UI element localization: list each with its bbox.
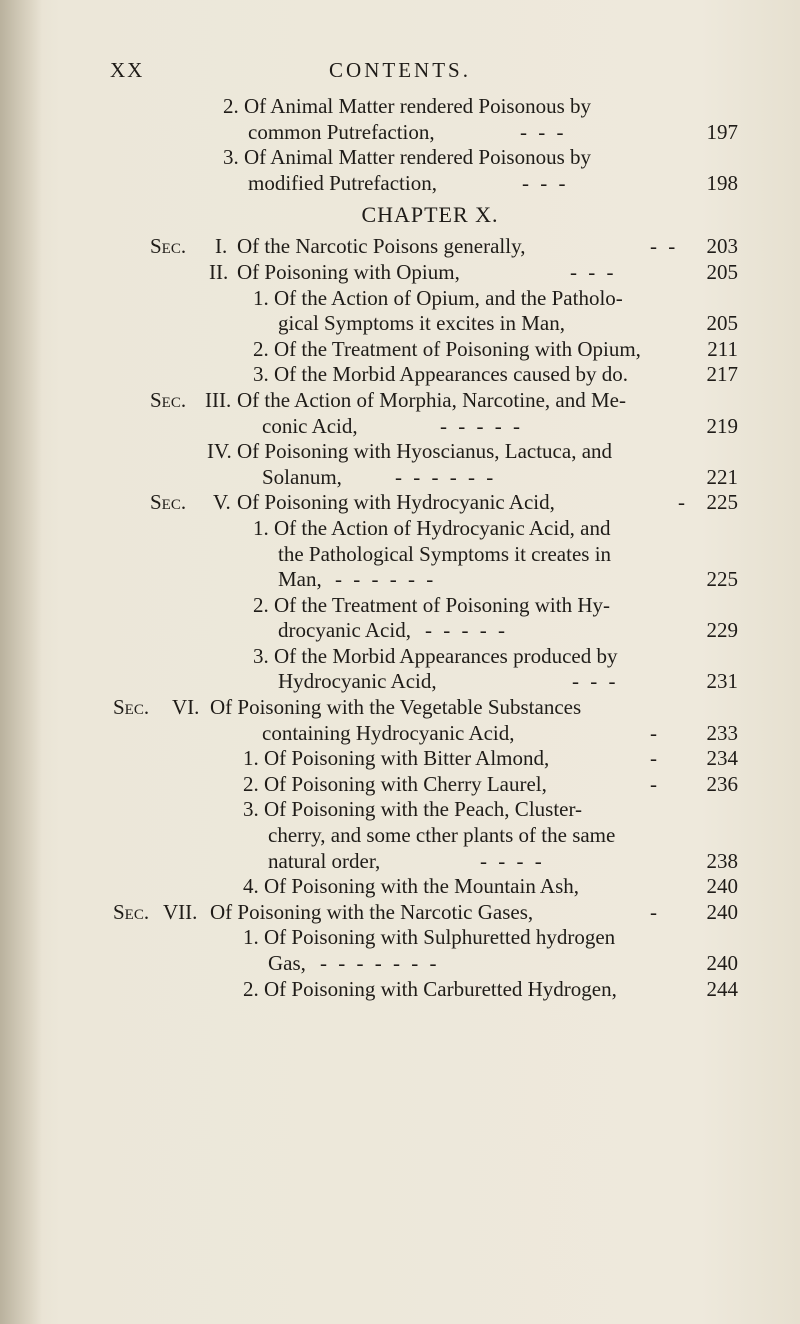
toc-section: Solanum, - - - - - - 221	[262, 464, 738, 489]
toc-subsection: 1. Of Poisoning with Bitter Almond, - 234	[243, 746, 738, 771]
toc-section: II. Of Poisoning with Opium, - - - 205	[209, 259, 738, 284]
page-ref: 240	[706, 899, 738, 924]
contents-list	[0, 94, 800, 1002]
page-ref: 205	[706, 259, 738, 284]
toc-section: Sec. III. Of the Action of Morphia, Narcotine, and Me-	[150, 387, 626, 412]
page-ref: 240	[706, 874, 738, 899]
toc-subsection: natural order, - - - - 238	[268, 848, 738, 873]
toc-section: IV. Of Poisoning with Hyoscianus, Lactuca, and	[207, 439, 613, 464]
toc-subsection: 3. Of the Morbid Appearances produced by	[253, 643, 618, 668]
page-ref: 225	[706, 490, 738, 515]
toc-subsection: the Pathological Symptoms it creates in	[278, 541, 612, 566]
toc-subsection: 2. Of Poisoning with Carburetted Hydrogen, 244	[243, 976, 738, 1001]
running-title: CONTENTS.	[329, 58, 471, 82]
page-ref: 203	[706, 234, 738, 259]
toc-subsection: 2. Of Poisoning with Cherry Laurel, - 236	[243, 771, 738, 796]
toc-subsection: Hydrocyanic Acid, - - - 231	[278, 669, 738, 694]
running-header	[0, 58, 800, 88]
page-ref: 225	[706, 567, 738, 592]
toc-subsection: 4. Of Poisoning with the Mountain Ash, 240	[243, 874, 738, 899]
toc-subsection: Man, - - - - - - 225	[278, 567, 738, 592]
toc-subsection: cherry, and some cther plants of the same	[268, 823, 616, 848]
page-ref: 221	[706, 464, 738, 489]
page-ref: 236	[706, 771, 738, 796]
page-ref: 240	[706, 951, 738, 975]
toc-entry-line: 2. Of Animal Matter rendered Poisonous by	[223, 94, 592, 118]
page-ref: 219	[706, 413, 738, 438]
page-ref: 198	[706, 170, 738, 195]
page-ref: 234	[706, 746, 738, 771]
toc-entry-line: modified Putrefaction, - - - 198	[248, 170, 738, 195]
toc-entry-line: common Putrefaction, - - - 197	[248, 119, 738, 144]
toc-subsection: Gas, - - - - - - - 240	[268, 951, 738, 975]
page-ref: 229	[706, 618, 738, 643]
page-ref: 217	[706, 362, 738, 387]
toc-subsection: 2. Of the Treatment of Poisoning with Opium, 211	[253, 336, 738, 361]
page-ref: 205	[706, 311, 738, 336]
toc-subsection: gical Symptoms it excites in Man, 205	[278, 311, 738, 336]
page-ref: 231	[706, 669, 738, 694]
page-ref: 197	[706, 119, 738, 144]
toc-subsection: 2. Of the Treatment of Poisoning with Hy-	[253, 592, 610, 617]
toc-entry-line: 3. Of Animal Matter rendered Poisonous by	[223, 145, 592, 170]
toc-subsection: 3. Of the Morbid Appearances caused by do. 217	[253, 362, 738, 387]
page-ref: 211	[707, 336, 738, 361]
toc-section: containing Hydrocyanic Acid, - 233	[262, 720, 738, 745]
toc-subsection: 1. Of Poisoning with Sulphuretted hydrogen	[243, 925, 616, 950]
page-ref: 244	[706, 976, 738, 1001]
toc-subsection: 3. Of Poisoning with the Peach, Cluster-	[243, 797, 583, 822]
toc-subsection: drocyanic Acid, - - - - - 229	[278, 618, 738, 643]
chapter-heading: CHAPTER X.	[361, 202, 499, 228]
toc-subsection: 1. Of the Action of Opium, and the Patholo-	[253, 285, 623, 310]
toc-section: Sec. V. Of Poisoning with Hydrocyanic Acid, - 225	[150, 490, 738, 515]
page-ref: 233	[706, 720, 738, 745]
toc-section: Sec. I. Of the Narcotic Poisons generally, - - 203	[150, 234, 738, 259]
toc-section: Sec. VI. Of Poisoning with the Vegetable Substances	[113, 695, 582, 720]
toc-section: conic Acid, - - - - - 219	[262, 413, 738, 438]
toc-subsection: 1. Of the Action of Hydrocyanic Acid, and	[253, 515, 611, 540]
toc-section: Sec. VII. Of Poisoning with the Narcotic Gases, - 240	[113, 899, 738, 924]
page-number: XX	[110, 58, 145, 82]
page-ref: 238	[706, 848, 738, 873]
